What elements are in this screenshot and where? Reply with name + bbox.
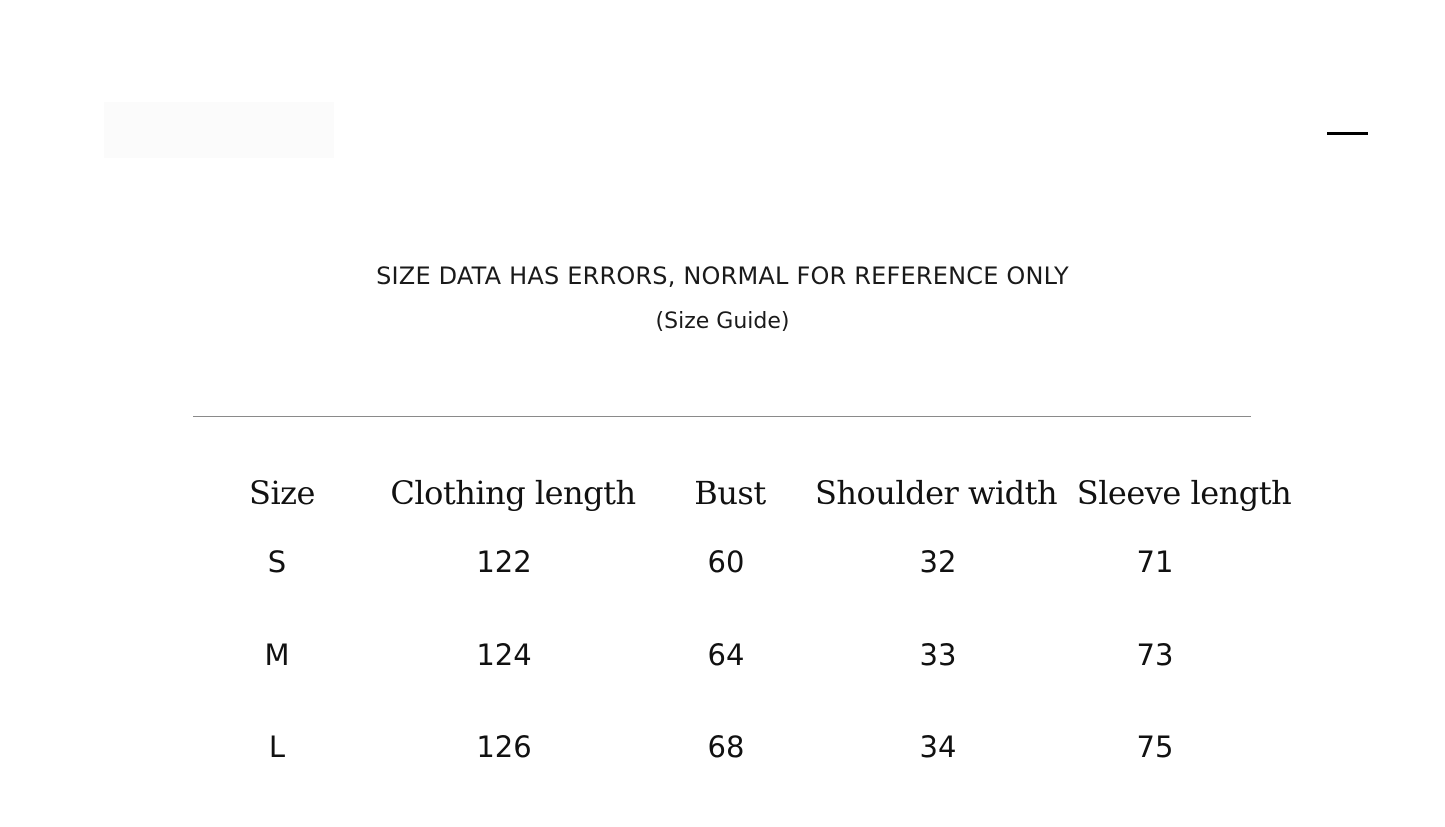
cell-clothing-length: 124 (476, 638, 532, 672)
cell-shoulder-width: 34 (919, 730, 957, 764)
cell-bust: 68 (707, 730, 745, 764)
cell-sleeve-length: 71 (1136, 545, 1174, 579)
header-bust: Bust (694, 474, 766, 512)
cell-bust: 60 (707, 545, 745, 579)
size-guide-subtitle: (Size Guide) (655, 309, 790, 334)
cell-clothing-length: 122 (476, 545, 532, 579)
header-clothing-length: Clothing length (390, 474, 636, 512)
header-sleeve-length: Sleeve length (1076, 474, 1292, 512)
cell-sleeve-length: 75 (1136, 730, 1174, 764)
header-shoulder-width: Shoulder width (814, 474, 1058, 512)
cell-size: S (267, 545, 287, 579)
cell-bust: 64 (707, 638, 745, 672)
cell-sleeve-length: 73 (1136, 638, 1174, 672)
cell-size: L (268, 730, 286, 764)
divider-line (193, 416, 1251, 417)
faint-background-box (104, 102, 334, 158)
cell-shoulder-width: 33 (919, 638, 957, 672)
dash-mark (1327, 132, 1368, 135)
cell-shoulder-width: 32 (919, 545, 957, 579)
cell-clothing-length: 126 (476, 730, 532, 764)
cell-size: M (264, 638, 290, 672)
header-size: Size (249, 474, 315, 512)
size-disclaimer: SIZE DATA HAS ERRORS, NORMAL FOR REFERENCE ONLY (376, 262, 1069, 290)
